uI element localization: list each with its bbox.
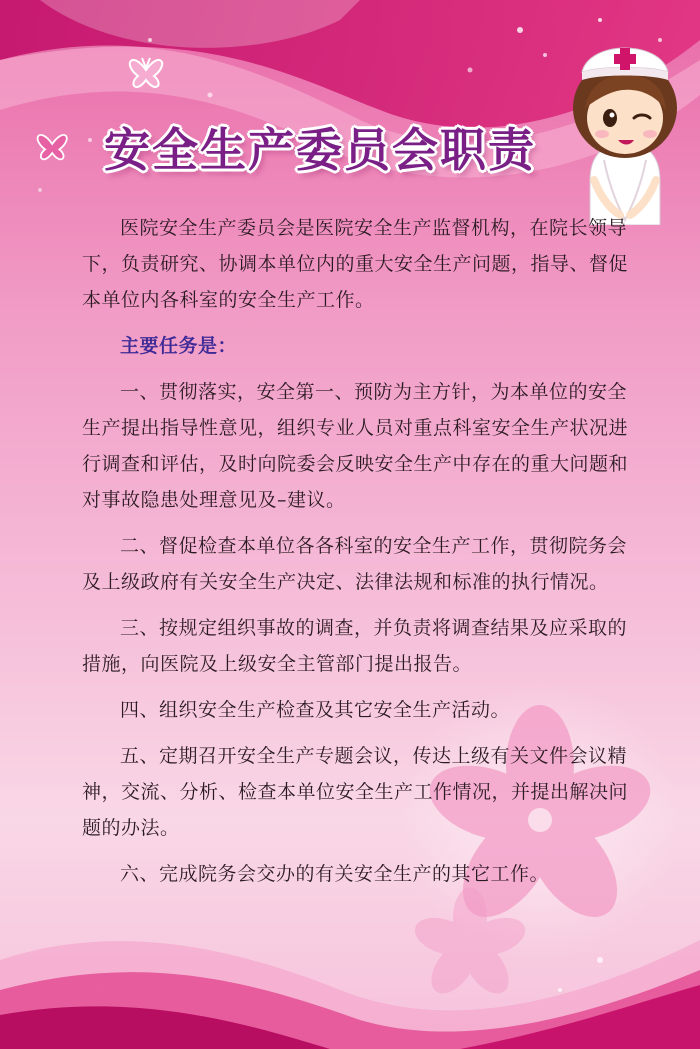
task-item: 六、完成院务会交办的有关安全生产的其它工作。 [120,863,550,885]
intro-paragraph: 医院安全生产委员会是医院安全生产监督机构，在院长领导下，负责研究、协调本单位内的重大安全生产问题，指导、督促本单位内各科室的安全生产工作。 [82,217,629,311]
task-item: 二、督促检查本单位各各科室的安全生产工作，贯彻院务会及上级政府有关安全生产决定、法律法规和标准的执行情况。 [82,535,628,593]
butterfly-icon [38,135,67,159]
task-item: 三、按规定组织事故的调查，并负责将调查结果及应采取的措施，向医院及上级安全主管部门提出报告。 [82,617,628,675]
tasks-heading: 主要任务是： [120,335,238,357]
page-title: 安全生产委员会职责 [104,123,536,177]
task-item: 四、组织安全生产检查及其它安全生产活动。 [120,699,511,721]
task-item: 五、定期召开安全生产专题会议，传达上级有关文件会议精神，交流、分析、检查本单位安全生产工作情况，并提出解决问题的办法。 [82,745,629,839]
task-item: 一、贯彻落实，安全第一、预防为主方针，为本单位的安全生产提出指导性意见，组织专业人员对重点科室安全生产状况进行调查和评估，及时向院委会反映安全生产中存在的重大问题和对事故隐患处理意见及–建议。 [82,381,629,511]
document-body [82,210,637,892]
